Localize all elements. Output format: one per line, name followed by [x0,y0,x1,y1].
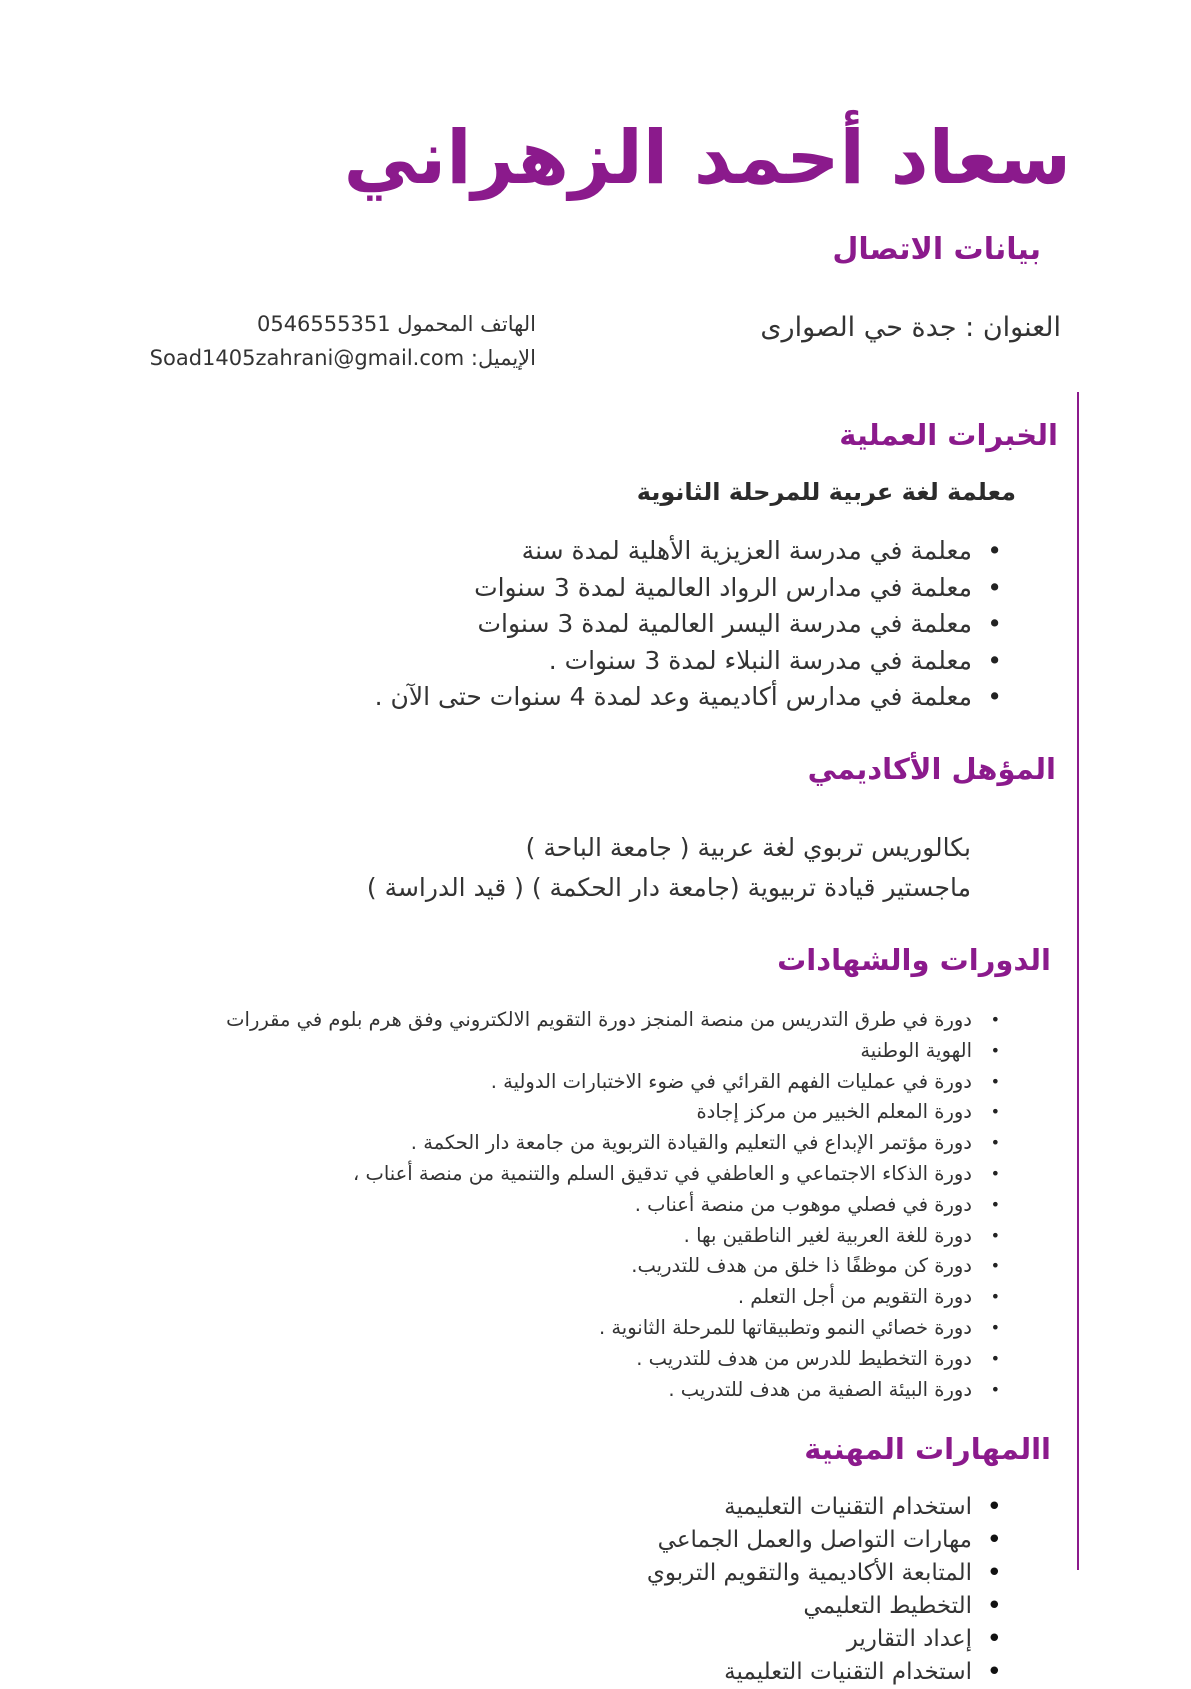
list-item: • التخطيط التعليمي [506,1590,1006,1623]
list-item: • دورة البيئة الصفية من هدف للتدريب . [156,1375,1006,1406]
list-item: • دورة في طرق التدريس من منصة المنجز دورة التقويم الالكتروني وفق هرم بلوم في مقررات [156,1005,1006,1036]
list-item: • معلمة في مدرسة العزيزية الأهلية لمدة سنة [326,533,1006,570]
list-item: ماجستير قيادة تربيوية (جامعة دار الحكمة ) ( قيد الدراسة ) [366,873,971,902]
list-item: • دورة الذكاء الاجتماعي و العاطفي في تدقيق السلم والتنمية من منصة أعناب ، [156,1159,1006,1190]
education-list [291,828,971,908]
skills-section-title: االمهارات المهنية [804,1432,1051,1466]
list-item: • دورة خصائي النمو وتطبيقاتها للمرحلة الثانوية . [156,1313,1006,1344]
phone-text: الهاتف المحمول 0546555351 [256,312,536,336]
list-item: بكالوريس تربوي لغة عربية ( جامعة الباحة ) [525,833,971,862]
vertical-divider [1077,392,1079,1570]
list-item: • إعداد التقارير [506,1623,1006,1656]
experience-list [326,533,1006,716]
list-item: • استخدام التقنيات التعليمية [506,1656,1006,1689]
list-item: • دورة المعلم الخبير من مركز إجادة [156,1097,1006,1128]
list-item: • معلمة في مدارس أكاديمية وعد لمدة 4 سنوات حتى الآن . [326,679,1006,716]
list-item: • معلمة في مدرسة اليسر العالمية لمدة 3 سنوات [326,606,1006,643]
experience-section-title: الخبرات العملية [839,418,1058,452]
list-item: • معلمة في مدرسة النبلاء لمدة 3 سنوات . [326,643,1006,680]
list-item: • المتابعة الأكاديمية والتقويم التربوي [506,1557,1006,1590]
education-section-title: المؤهل الأكاديمي [807,752,1056,786]
list-item: • الهوية الوطنية [156,1036,1006,1067]
email-text: الإيميل: Soad1405zahrani@gmail.com [149,346,536,370]
list-item: • دورة التقويم من أجل التعلم . [156,1282,1006,1313]
list-item: • دورة في فصلي موهوب من منصة أعناب . [156,1190,1006,1221]
contact-section-title: بيانات الاتصال [832,232,1041,267]
list-item: • معلمة في مدارس الرواد العالمية لمدة 3 سنوات [326,570,1006,607]
list-item: • استخدام التقنيات التعليمية [506,1491,1006,1524]
skills-list [506,1491,1006,1689]
courses-list [156,1005,1006,1405]
list-item: • دورة في عمليات الفهم القرائي في ضوء الاختبارات الدولية . [156,1067,1006,1098]
job-title: معلمة لغة عربية للمرحلة الثانوية [636,478,1016,506]
list-item: • دورة مؤتمر الإبداع في التعليم والقيادة التربوية من جامعة دار الحكمة . [156,1128,1006,1159]
list-item: • مهارات التواصل والعمل الجماعي [506,1524,1006,1557]
list-item: • دورة كن موظفًا ذا خلق من هدف للتدريب. [156,1251,1006,1282]
courses-section-title: الدورات والشهادات [777,943,1051,977]
address-text: العنوان : جدة حي الصوارى [760,312,1061,343]
candidate-name: سعاد أحمد الزهراني [343,115,1071,201]
list-item: • دورة التخطيط للدرس من هدف للتدريب . [156,1344,1006,1375]
list-item: • دورة للغة العربية لغير الناطقين بها . [156,1221,1006,1252]
